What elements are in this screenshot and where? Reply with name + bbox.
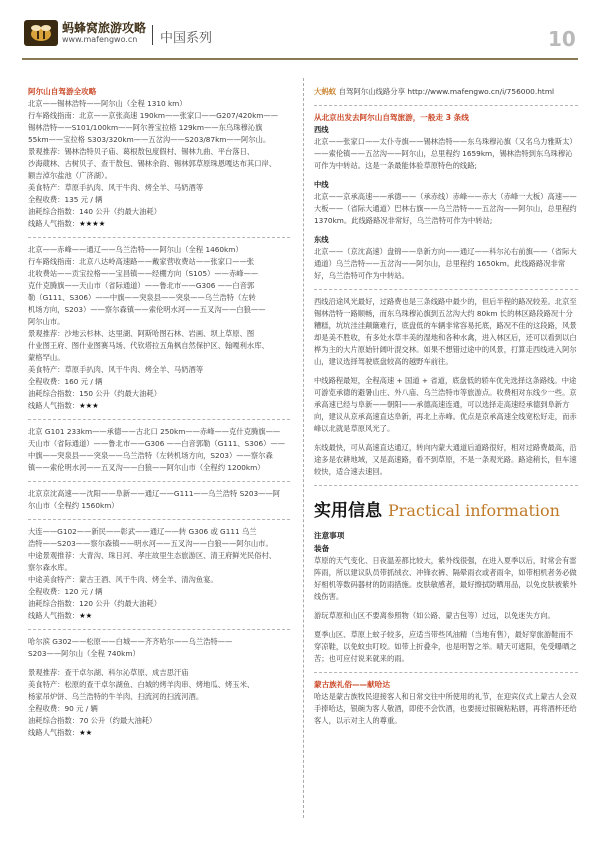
route-text: 北京——张家口——太仆寺旗——锡林浩特——东乌珠穆沁旗（又名乌力雅斯太）——索伦镇——五岔沟——阿尔山，总里程约 1659km，锡林浩特到东乌珠穆沁可作为中转站。这是一条最能体验草原特色的线路; bbox=[314, 137, 577, 170]
paragraph: 东线最快，可从高速直达通辽，转向内蒙大通道后道路很好，相对过路费最高，沿途多是农耕地域，又是高速路，看不到草原，不是一条观光路。路途稍长，但车速较快，适合速去速回。 bbox=[314, 443, 577, 476]
bee-logo-icon bbox=[24, 20, 58, 46]
route-block bbox=[28, 98, 290, 230]
popularity-label: 线路人气指数： bbox=[28, 401, 80, 410]
popularity-row bbox=[28, 610, 290, 622]
route-line: 阿尔山市。 bbox=[28, 317, 65, 326]
map-share-line bbox=[314, 86, 578, 98]
route-line: 北收费站——贡宝拉格——宝昌镇——经棚方向（S105）——赤峰—— bbox=[28, 269, 259, 278]
route-line: 全程收费：135 元 / 辆 bbox=[28, 195, 103, 204]
route-line: 哈尔滨 G302——松原——白城——齐齐哈尔——乌兰浩特—— bbox=[28, 637, 233, 646]
spacer bbox=[314, 227, 578, 234]
practical-title-en: Practical information bbox=[388, 501, 560, 520]
route-line: 北京——赤峰——通辽——乌兰浩特——阿尔山（全程 1460km） bbox=[28, 245, 243, 254]
spacer bbox=[28, 660, 290, 667]
route-block bbox=[28, 426, 290, 474]
route-name: 东线 bbox=[314, 235, 329, 244]
route-line: 油耗综合指数：70 公升（约最大油耗） bbox=[28, 716, 157, 725]
route-line: 全程收费：90 元 / 辆 bbox=[28, 704, 98, 713]
route-line: 油耗综合指数：150 公升（约最大油耗） bbox=[28, 389, 161, 398]
route-line: 浩特——S203——察尔森镇——明水河——五叉沟——白狼——阿尔山市。 bbox=[28, 539, 273, 548]
dashed-separator bbox=[28, 629, 290, 630]
popularity-row bbox=[28, 400, 290, 412]
gear-notes bbox=[314, 555, 578, 665]
practical-title-cn: 实用信息 bbox=[314, 501, 382, 521]
spacer bbox=[314, 368, 578, 375]
paragraph: 中线路程最短，全程高速 + 国道 + 省道，底盘低的轿车优先选择这条路线。中途可游览承德的避暑山庄、外八庙、乌兰浩特市等旅游点。收费相对东线少一些。京承高速已经与阜新——朝阳——承德高速连通，可以选择走高速经承德到阜新方向，建议从京承高速直达阜新，再北上赤峰。优点是京承高速全线宽松好走，而赤峰以北就是草原风光了。 bbox=[314, 376, 577, 433]
brand-url[interactable]: www.mafengwo.cn bbox=[62, 35, 138, 44]
header-separator bbox=[152, 25, 153, 45]
route-line: 勒（G111、S306）——中旗——突泉县——突泉——乌兰浩特（左转 bbox=[28, 293, 256, 302]
series-title: 中国系列 bbox=[160, 31, 213, 46]
route-line: 55km——宝拉格 S303/320km——五岔沟——S203/87km——阿尔山。 bbox=[28, 135, 271, 144]
paragraph: 草原的天气变化、日夜温差都比较大，紫外线很强，在进入夏季以后，时常会有雷阵雨，所以建议队员带抓绒衣、冲锋衣裤、隔晕雨衣或者雨伞，如带相机者务必做好相机等数码器材的防雨措施。皮肤敏感者，最好擦拭防晒用品，以免皮肤被紫外线伤害。 bbox=[314, 556, 577, 601]
route-line: 景观推荐：沙地云杉林、达里湖、阿斯哈图石林、岩画、坝上草原、图 bbox=[28, 329, 255, 338]
column-divider bbox=[303, 78, 304, 818]
left-column bbox=[28, 86, 290, 739]
dashed-separator bbox=[314, 105, 578, 106]
route-line: 北京 G101 233km——承德——古北口 250km——赤峰——克什克腾旗—— bbox=[28, 427, 281, 436]
spacer bbox=[314, 603, 578, 610]
route-line: 尔山市（全程约 1560km） bbox=[28, 501, 119, 510]
route-line: 中旗——突泉县——突泉——乌兰浩特（左转机场方向，S203）——察尔森 bbox=[28, 451, 273, 460]
page-header bbox=[0, 0, 600, 66]
star-rating-icon: ★★ bbox=[79, 611, 93, 620]
spacer bbox=[314, 622, 578, 629]
route-block bbox=[28, 244, 290, 412]
route-block bbox=[28, 526, 290, 622]
route-block bbox=[28, 636, 290, 739]
route-comparison bbox=[314, 296, 578, 478]
notes-title: 注意事项 bbox=[314, 531, 345, 540]
route-block bbox=[28, 488, 290, 512]
route-line: 蒙格罕山。 bbox=[28, 353, 65, 362]
route-text: 北京——（京沈高速）盘锦——阜新方向——通辽——科尔沁右前旗——（省际大通道）乌兰浩特——五岔沟——阿尔山，总里程约 1650km。此线路路况非常好，乌兰浩特可作为中转站。 bbox=[314, 247, 577, 280]
route-line: S203——阿尔山（全程 740km） bbox=[28, 649, 140, 658]
spacer bbox=[314, 435, 578, 442]
dashed-separator bbox=[28, 419, 290, 420]
dashed-separator bbox=[314, 672, 578, 673]
popularity-label: 线路人气指数： bbox=[28, 611, 80, 620]
route-line: 行车路线指南：北京八达岭高速路——戴家营收费站——张家口——张 bbox=[28, 257, 255, 266]
route-line: 景观推荐：锡林浩特贝子庙、葛根敖包度假村、锡林九曲、平台落日、 bbox=[28, 147, 255, 156]
dashed-separator bbox=[314, 485, 578, 486]
dashed-separator bbox=[28, 481, 290, 482]
route-line: 全程收费：120 元 / 辆 bbox=[28, 587, 103, 596]
popularity-label: 线路人气指数： bbox=[28, 219, 80, 228]
dashed-separator bbox=[314, 289, 578, 290]
route-line: 景观推荐：查干卓尔湖、科尔沁草原、成吉思汗庙 bbox=[28, 668, 189, 677]
route-line: 锡林浩特——S101/100km——阿尔善宝拉格 129km——东乌珠穆沁旗 bbox=[28, 123, 263, 132]
route-line: 中途景观推荐：大青沟、珠日河、孝庄故里生态旅游区、清王府鲜光民俗村、 bbox=[28, 551, 277, 560]
route-line: 美食特产：草原手扒肉、风干牛肉、烤全羊、马奶酒等 bbox=[28, 183, 204, 192]
right-column bbox=[314, 86, 578, 727]
map-link[interactable]: 自驾阿尔山线路分享 http://www.mafengwo.cn/i/756000.html bbox=[338, 87, 555, 96]
spacer bbox=[314, 172, 578, 179]
route-line: 沙海葳林、古树贝子、查干敖包、锡林余韵、锡林郭草原珠恩嘎达布其口岸、 bbox=[28, 159, 277, 168]
route-line: 全程收费：160 元 / 辆 bbox=[28, 377, 103, 386]
route-line: 大连——G102——新民——彰武——通辽——转 G306 或 G111 乌兰 bbox=[28, 527, 257, 536]
right-section-title: 从北京出发去阿尔山自驾旅游，一般走 3 条线 bbox=[314, 113, 469, 122]
route-text: 北京——京承高速——承德——（承赤线）赤峰——赤大（赤峰一大板）高速——大板——（省际大通道）巴林右旗——乌兰浩特——五岔沟——阿尔山，总里程约 1370km。此线路路况非常好，乌兰浩特可作为中转站; bbox=[314, 192, 577, 225]
route-line: 什业图王府、图什业图赛马场、代钦塔拉五角枫自然保护区、翰嘎利水库、 bbox=[28, 341, 269, 350]
popularity-row bbox=[28, 218, 290, 230]
route-line: 克什克腾旗——天山市（省际通道）——鲁北市——G306 ——白音郭 bbox=[28, 281, 255, 290]
route-line: 额吉淖尔盐池（广济湖）。 bbox=[28, 171, 112, 180]
route-name: 西线 bbox=[314, 125, 329, 134]
route-line: 镇——索伦明水河——五叉沟——白狼——阿尔山市（全程约 1200km） bbox=[28, 463, 265, 472]
brand-name: 蚂蜂窝旅游攻略 bbox=[62, 21, 147, 35]
etiquette-title: 蒙古族礼俗——献哈达 bbox=[314, 680, 390, 689]
route-line: 北京京沈高速——沈阳——阜新——通辽——G111——乌兰浩特 S203——阿 bbox=[28, 489, 281, 498]
route-line: 油耗综合指数：140 公升（约最大油耗） bbox=[28, 207, 161, 216]
route-line: 油耗综合指数：120 公升（约最大油耗） bbox=[28, 599, 161, 608]
route-line: 杨家吊炉饼、乌兰浩特的牛羊肉、扫流河的扫流河酒。 bbox=[28, 692, 204, 701]
star-rating-icon: ★★★★ bbox=[79, 219, 106, 228]
map-tag: 大蚂蚁 bbox=[314, 87, 337, 96]
route-line: 美食特产：草原手扒肉、风干牛肉、烤全羊、马奶酒等 bbox=[28, 365, 204, 374]
paragraph: 西线沿途风光最好，过路费也是三条线路中最少的，但后半程的路况较差。北京至锡林浩特一路顺畅，而东乌珠穆沁旗到五岔沟大约 80km 长的林区路段路况十分糟糕，坑坑洼洼颠簸难行，底盘低的车辆非常容易托底，路况不佳的这段路，风景却是美不胜收，有多处水草丰美的湿地和各种水禽，进入林区后，还可以看到以白桦为主的大片原始针阔叶混交林。如果不想错过途中的风景，打算走西线进入阿尔山，建议选择驾驶底盘较高的越野车前往。 bbox=[314, 297, 577, 366]
gear-title: 装备 bbox=[314, 544, 330, 553]
etiquette-text: 哈达是蒙古族牧民迎接客人和日常交往中所使用的礼节，在迎宾仪式上蒙古人会双手捧哈达，银碗为客人敬酒，即使不会饮酒，也要接过银碗粘粘唇，再将酒杯还给客人，以示对主人的尊重。 bbox=[314, 692, 577, 725]
route-list bbox=[28, 98, 290, 739]
dashed-separator bbox=[28, 237, 290, 238]
route-name: 中线 bbox=[314, 180, 329, 189]
star-rating-icon: ★★ bbox=[79, 728, 93, 737]
route-options bbox=[314, 124, 578, 282]
brand bbox=[62, 21, 146, 45]
route-line: 中途美食特产：蒙古王酒、风干牛肉、烤全羊、清沟鱼宴。 bbox=[28, 575, 218, 584]
paragraph: 夏季山区、草原上蚊子较多，应适当带些风油精（当地有售），最好穿旅游鞋而不穿凉鞋，以免蚊虫叮咬。如带上折叠伞，也是明智之举。晴天可遮阳，免受曝晒之苦；也可应付说来就来的雨。 bbox=[314, 630, 577, 663]
left-section-title: 阿尔山自驾游全攻略 bbox=[28, 87, 97, 96]
dashed-separator bbox=[28, 519, 290, 520]
route-line: 行车路线指南：北京——京张高速 190km——张家口——G207/420km—— bbox=[28, 111, 279, 120]
popularity-row bbox=[28, 727, 290, 739]
header-rule bbox=[22, 58, 578, 60]
route-line: 北京——锡林浩特——阿尔山（全程 1310 km） bbox=[28, 99, 187, 108]
star-rating-icon: ★★★ bbox=[79, 401, 99, 410]
paragraph: 游玩草原和山区不要离参照物（如公路、蒙古包等）过远，以免迷失方向。 bbox=[314, 611, 555, 620]
route-line: 美食特产：松原的查干卓尔湖鱼、白城的烤羊肉串、烤地瓜、烤玉米、 bbox=[28, 680, 255, 689]
practical-info-title bbox=[314, 496, 578, 521]
route-line: 机场方向，S203）——察尔森镇——索伦明水河——五叉沟——白狼—— bbox=[28, 305, 266, 314]
route-line: 天山市（省际通道）——鲁北市——G306 ——白音郭勒（G111、S306）—— bbox=[28, 439, 286, 448]
page-number: 10 bbox=[548, 27, 576, 51]
popularity-label: 线路人气指数： bbox=[28, 728, 80, 737]
route-line: 察尔森水库。 bbox=[28, 563, 72, 572]
